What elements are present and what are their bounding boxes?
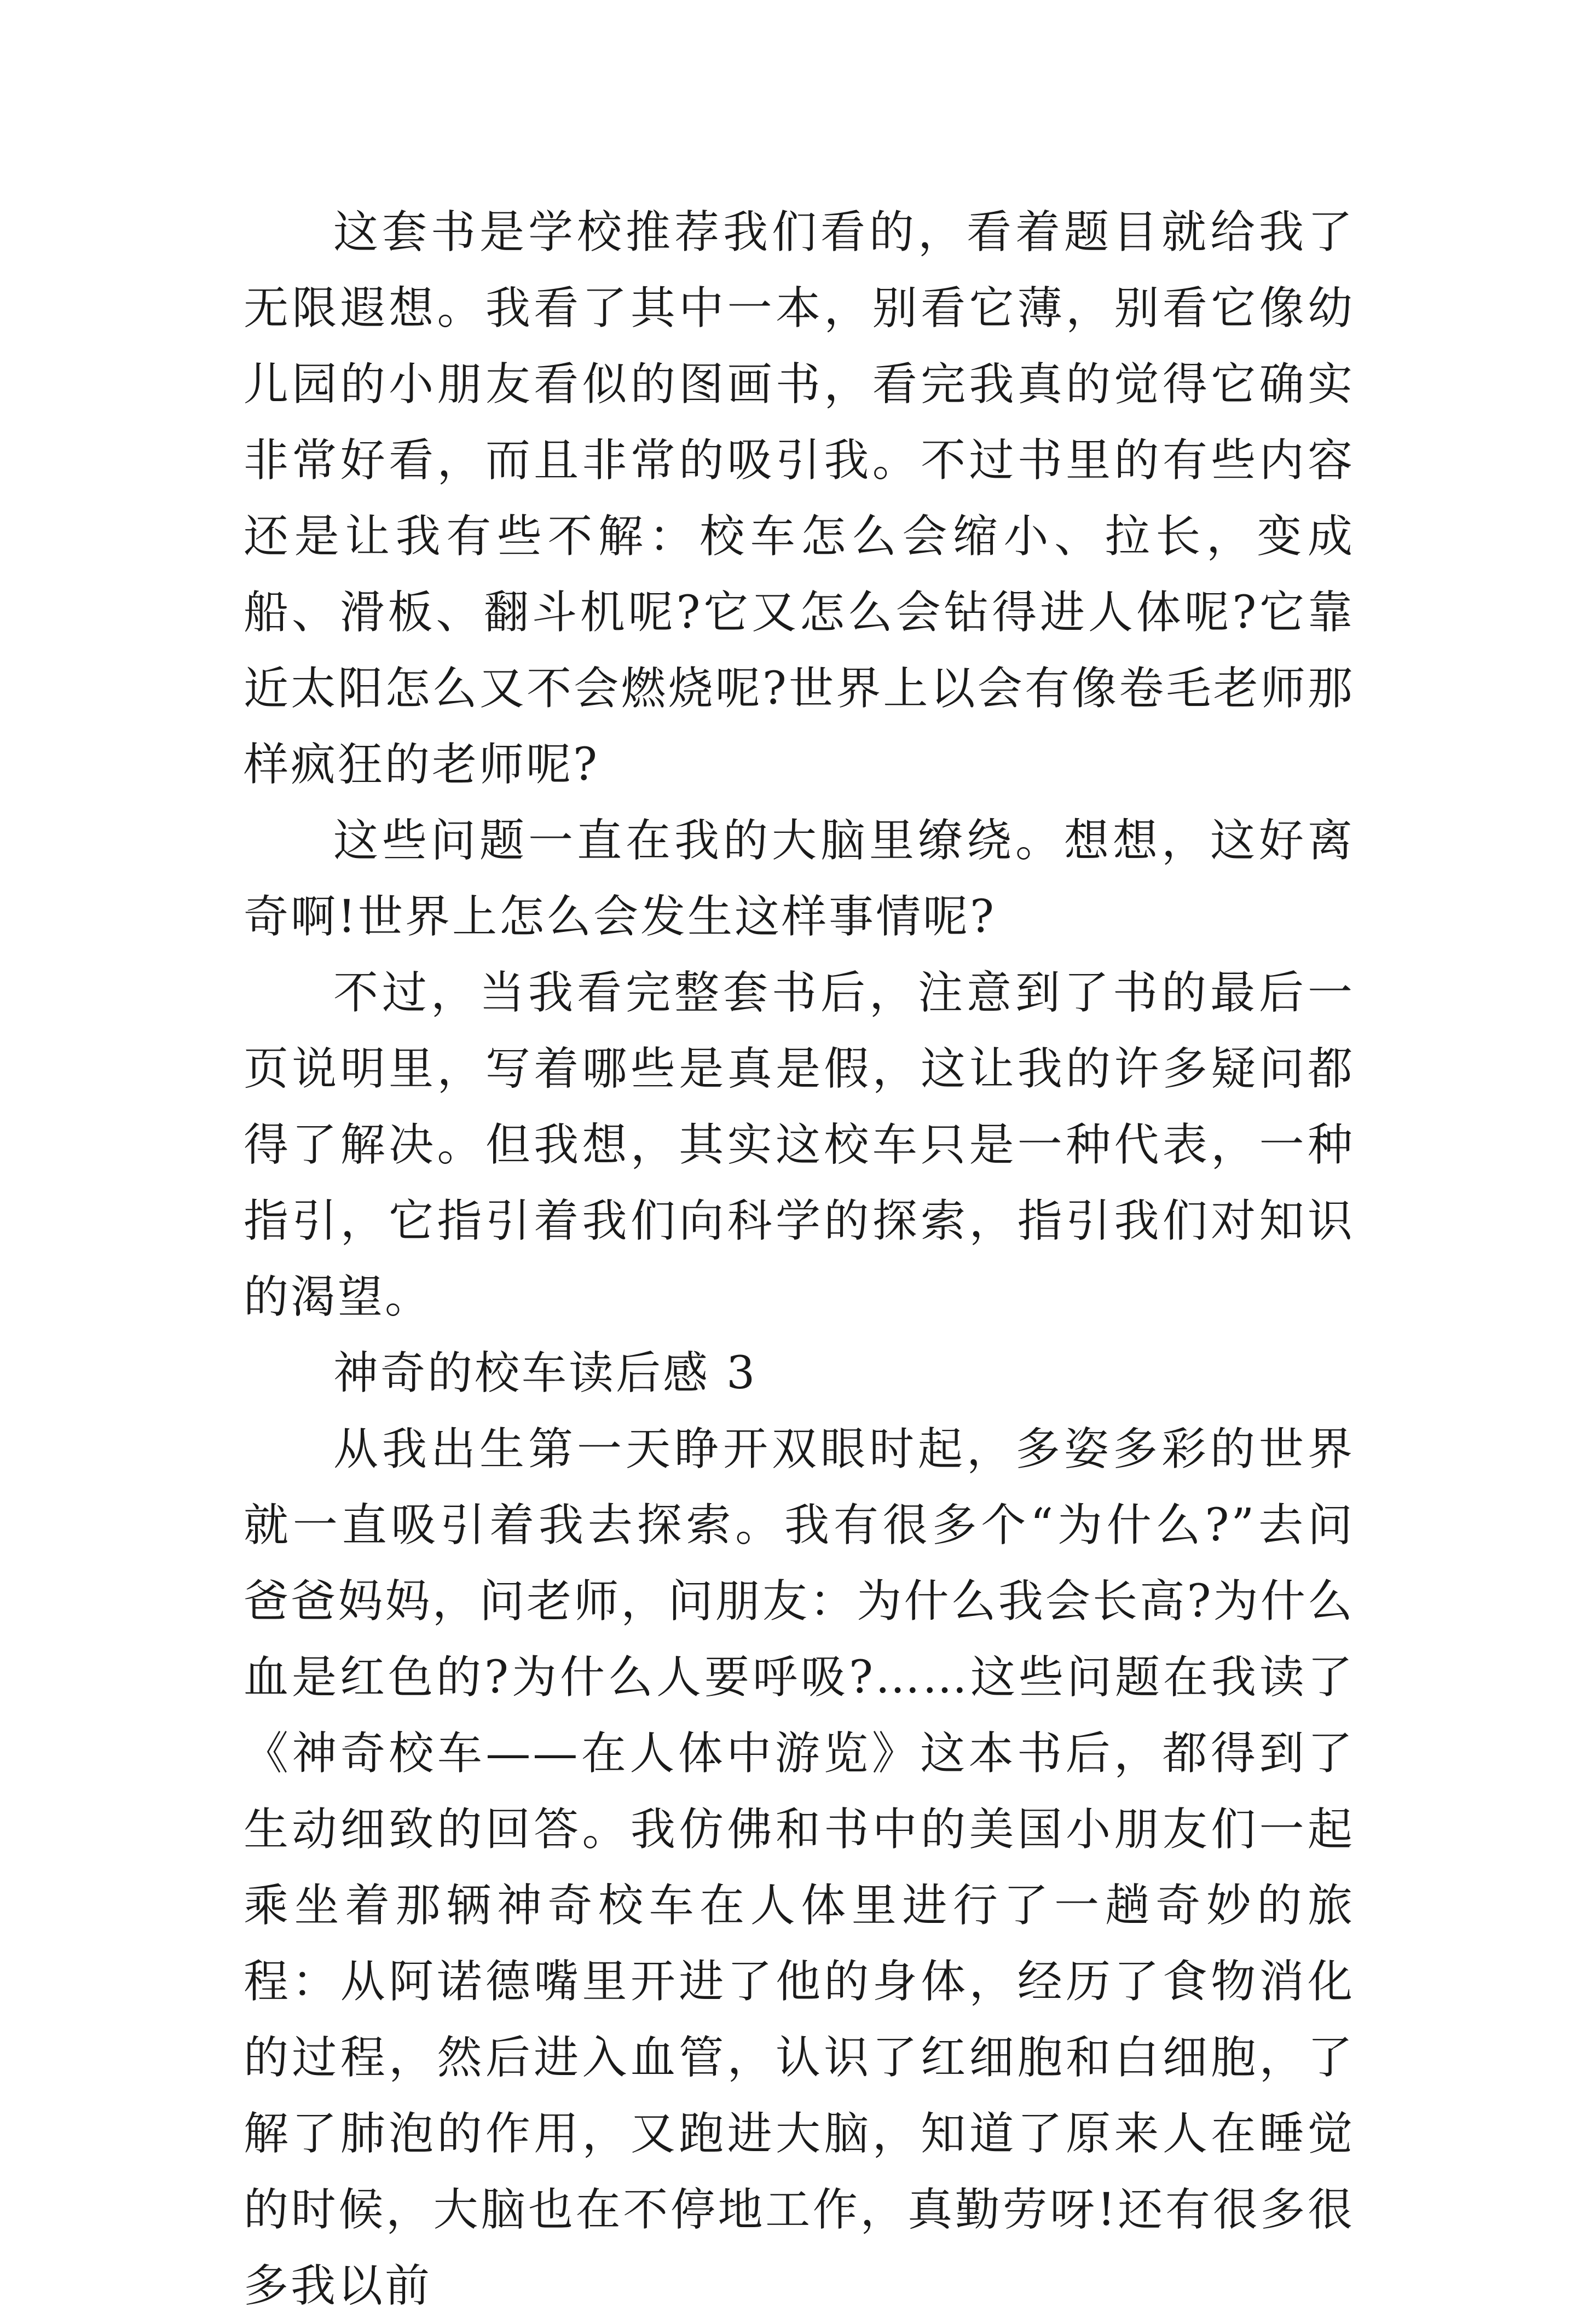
paragraph-1: 这套书是学校推荐我们看的，看着题目就给我了无限遐想。我看了其中一本，别看它薄，别看它像幼儿园的小朋友看似的图画书，看完我真的觉得它确实非常好看，而且非常的吸引我。不过书里的有些内容还是让我有些不解：校车怎么会缩小、拉长，变成船、滑板、翻斗机呢?它又怎么会钻得进人体呢?它靠近太阳怎么又不会燃烧呢?世界上以会有像卷毛老师那样疯狂的老师呢? — [244, 206, 1355, 791]
paragraph-3: 不过，当我看完整套书后，注意到了书的最后一页说明里，写着哪些是真是假，这让我的许多疑问都得了解决。但我想，其实这校车只是一种代表，一种指引，它指引着我们向科学的探索，指引我们对知识的渴望。 — [244, 967, 1355, 1323]
section-title: 神奇的校车读后感 3 — [333, 1347, 758, 1399]
paragraph-4: 从我出生第一天睁开双眼时起，多姿多彩的世界就一直吸引着我去探索。我有很多个“为什么?”去问爸爸妈妈，问老师，问朋友：为什么我会长高?为什么血是红色的?为什么人要呼吸?……这些问题在我读了《神奇校车——在人体中游览》这本书后，都得到了生动细致的回答。我仿佛和书中的美国小朋友们一起乘坐着那辆神奇校车在人体里进行了一趟奇妙的旅程：从阿诺德嘴里开进了他的身体，经历了食物消化的过程，然后进入血管，认识了红细胞和白细胞，了解了肺泡的作用，又跑进大脑，知道了原来人在睡觉的时候，大脑也在不停地工作，真勤劳呀!还有很多很多我以前 — [244, 1423, 1355, 2312]
body-text — [244, 194, 1355, 2324]
paragraph-2: 这些问题一直在我的大脑里缭绕。想想，这好离奇啊!世界上怎么会发生这样事情呢? — [244, 815, 1355, 943]
